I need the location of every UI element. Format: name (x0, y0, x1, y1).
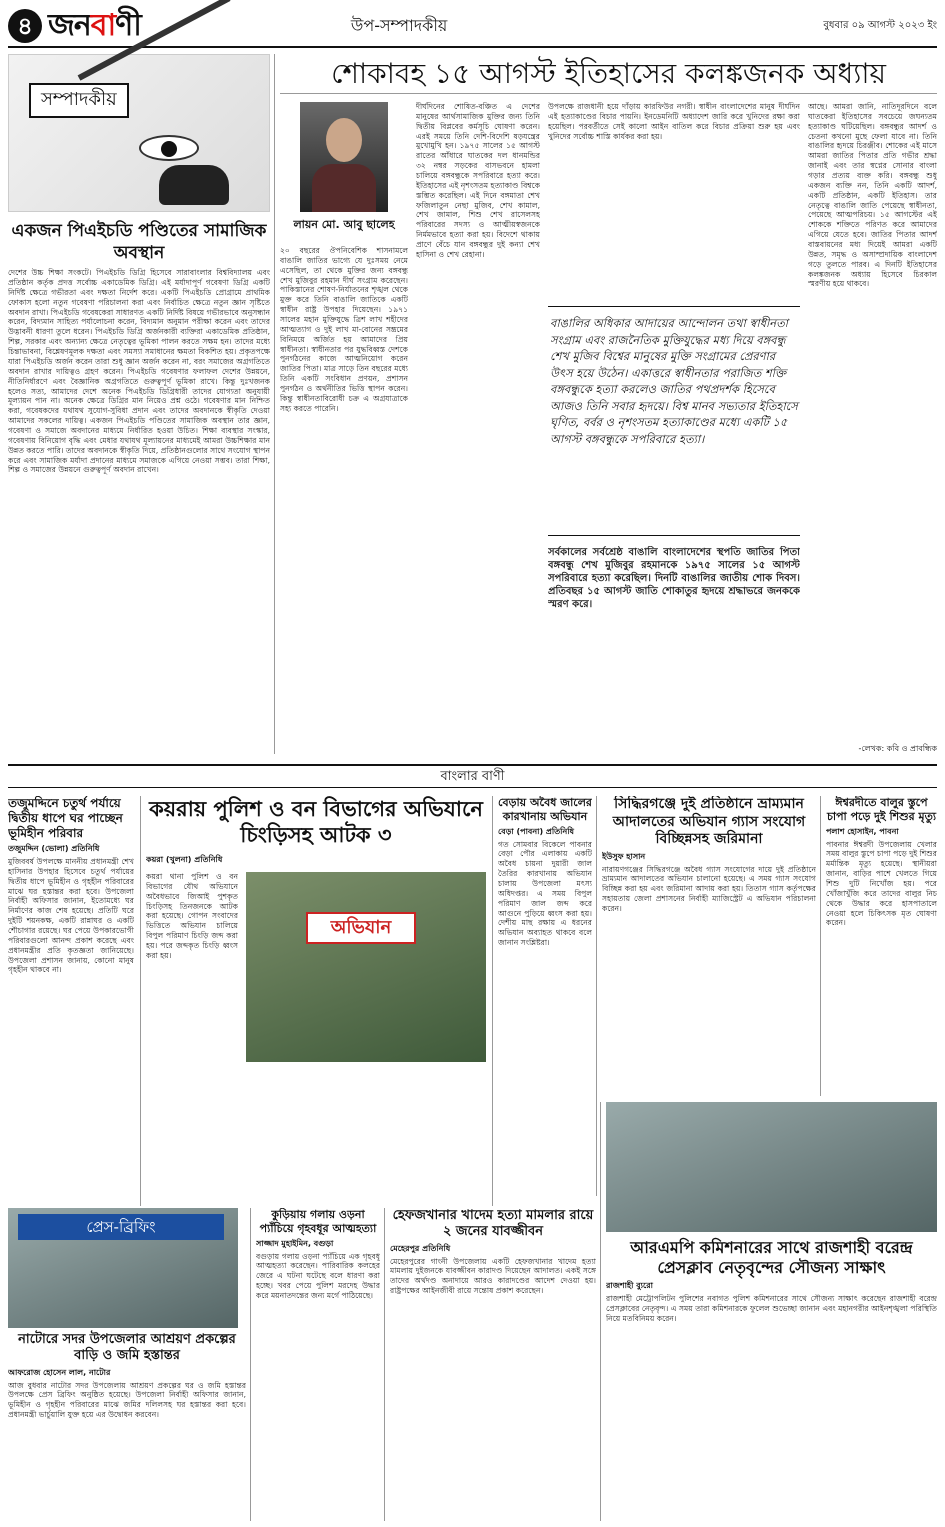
story-title: তজুমদ্দিনে চতুর্থ পর্যায়ে দ্বিতীয় ধাপে ঘর পাচ্ছেন ভূমিহীন পরিবার (8, 796, 123, 840)
feature-title: শোকাবহ ১৫ আগস্ট ইতিহাসের কলঙ্কজনক অধ্যায় (280, 54, 937, 94)
story-natore (8, 1208, 246, 1521)
abhijan-banner: অভিযান (306, 912, 416, 944)
story-title: কুড়িয়ায় গলায় ওড়না প্যাঁচিয়ে গৃহবধূর আত্মহত্যা (259, 1208, 377, 1235)
story-body: মেহেরপুরের গাংনী উপজেলায় একটি হেফজখানার খাদেম হত্যা মামলায় দুইজনকে যাবজ্জীবন কারাদণ্ড দিয়েছেন আদালত। একই সঙ্গে তাদের অর্থদণ্ড অনাদায়ে আরও কারাদণ্ডের আদেশ দেওয়া হয়। রাষ্ট্রপক্ষের আইনজীবী রায়ে সন্তোষ প্রকাশ করেছেন। (390, 1256, 596, 1296)
feature-article (280, 54, 937, 754)
story-tajumuddin (8, 796, 134, 1206)
editorial-illustration (8, 54, 270, 212)
story-body: বগুড়ায় গলায় ওড়না প্যাঁচিয়ে এক গৃহবধূ আত্মহত্যা করেছেন। পারিবারিক কলহের জেরে এ ঘটনা ঘটেছে বলে ধারণা করা হচ্ছে। খবর পেয়ে পুলিশ মরদেহ উদ্ধার করে ময়নাতদন্তের জন্য মর্গে পাঠিয়েছে। (256, 1251, 380, 1300)
story-body: নারায়ণগঞ্জের সিদ্ধিরগঞ্জে অবৈধ গ্যাস সংযোগের দায়ে দুই প্রতিষ্ঠানে ভ্রাম্যমান আদালতের অভিযান চালানো হয়েছে। এ সময় গ্যাস সংযোগ বিচ্ছিন্ন করা হয় এবং জরিমানা আদায় করা হয়। তিতাস গ্যাস কর্তৃপক্ষের সহায়তায় জেলা প্রশাসনের নির্বাহী ম্যাজিস্ট্রেট এ অভিযান পরিচালনা করেন। (602, 864, 816, 913)
editorial-column (8, 54, 270, 754)
author-box (280, 102, 408, 232)
story-body: মুজিববর্ষ উপলক্ষে মাননীয় প্রধানমন্ত্রী শেখ হাসিনার উপহার হিসেবে চতুর্থ পর্যায়ের দ্বিতীয় ধাপে ভূমিহীন ও গৃহহীন পরিবারের মাঝে ঘর হস্তান্তর করা হবে। উপজেলা নির্বাহী অফিসার জানান, ইতোমধ্যে ঘর নির্মাণের কাজ শেষ হয়েছে। প্রতিটি ঘরে দুইটি শয়নকক্ষ, একটি রান্নাঘর ও একটি শৌচাগার রয়েছে। ঘর পেয়ে উপকারভোগী পরিবারগুলো আনন্দ প্রকাশ করেছে এবং প্রধানমন্ত্রীর প্রতি কৃতজ্ঞতা জানিয়েছে। উপজেলা প্রশাসন জানায়, কোনো মানুষ গৃহহীন থাকবে না। (8, 857, 134, 975)
story-koyra (146, 796, 486, 1206)
feature-column-3: উপলক্ষে রাজধানী হয়ে দাঁড়ায় কারফিউর নগরী। স্বাধীন বাংলাদেশের মানুষ দীর্ঘদিন এই হত্যাকাণ্ডের বিচার পায়নি। ইনডেমনিটি অধ্যাদেশ জারি করে খুনিদের রক্ষা করা হয়েছিল। পরবর্তীতে সেই কালো আইন বাতিল করে বিচার প্রক্রিয়া শুরু হয় এবং খুনিদের সর্বোচ্চ শাস্তি কার্যকর করা হয়। (548, 102, 800, 141)
story-body: আজ বুধবার নাটোর সদর উপজেলায় আশ্রয়ণ প্রকল্পের ঘর ও জমি হস্তান্তর উপলক্ষে প্রেস ব্রিফিং অনুষ্ঠিত হয়েছে। উপজেলা নির্বাহী অফিসার জানান, ভূমিহীন ও গৃহহীন পরিবারের মাঝে জমির দলিলসহ ঘর হস্তান্তর করা হবে। প্রধানমন্ত্রী ভার্চুয়ালি যুক্ত হয়ে এর উদ্বোধন করবেন। (8, 1380, 246, 1420)
inkpot-icon (159, 165, 229, 205)
story-bogura (256, 1208, 380, 1521)
logo-text-2: বা (90, 8, 116, 44)
story-title: কয়রায় পুলিশ ও বন বিভাগের অভিযানে চিংড়িসহ আটক ৩ (149, 797, 483, 848)
author-photo (300, 102, 388, 212)
story-body: রাজশাহী মেট্রোপলিটন পুলিশের নবাগত পুলিশ কমিশনারের সাথে সৌজন্য সাক্ষাৎ করেছেন রাজশাহী বরেন্দ্র প্রেসক্লাবের নেতৃবৃন্দ। এ সময় তারা কমিশনারকে ফুলেল শুভেচ্ছা জানান এবং মহানগরীর আইনশৃঙ্খলা পরিস্থিতি নিয়ে মতবিনিময় করেন। (606, 1294, 937, 1323)
pull-quote-2: সর্বকালের সর্বশ্রেষ্ঠ বাঙালি বাংলাদেশের স্থপতি জাতির পিতা বঙ্গবন্ধু শেখ মুজিবুর রহমানকে ১৯৭৫ সালের ১৫ আগস্ট সপরিবারে হত্যা করেছিল। দিনটি বাঙালির জাতীয় শোক দিবস। প্রতিবছর ১৫ আগস্ট জাতি শোকাতুর হৃদয়ে শ্রদ্ধাভরে জনককে স্মরণ করে। (548, 547, 800, 610)
story-byline: আফরোজ হোসেন লাল, নাটোর (8, 1367, 111, 1377)
section-name: উপ-সম্পাদকীয় (350, 16, 448, 35)
story-body: গত সোমবার বিকেলে পাবনার বেড়া পৌর এলাকায় একটি অবৈধ চায়না দুয়ারী জাল তৈরির কারখানায় অভিযান চালায় উপজেলা মৎস্য অধিদপ্তর। এ সময় বিপুল পরিমাণ জাল জব্দ করে আগুনে পুড়িয়ে ধ্বংস করা হয়। দেশীয় মাছ রক্ষায় এ ধরনের অভিযান অব্যাহত থাকবে বলে জানান সংশ্লিষ্টরা। (498, 839, 592, 948)
story-title: সিদ্ধিরগঞ্জে দুই প্রতিষ্ঠানে ভ্রাম্যমান আদালতের অভিযান গ্যাস সংযোগ বিচ্ছিন্নসহ জরিমানা (612, 796, 806, 847)
story-byline: তজুমদ্দিন (ভোলা) প্রতিনিধি (8, 844, 100, 853)
story-photo (246, 872, 486, 1062)
story-bera (498, 796, 592, 1206)
story-rajshahi (606, 1102, 937, 1521)
feature-column-2: দীর্ঘদিনের শোষিত-বঞ্চিত এ দেশের মানুষের আর্থসামাজিক মুক্তির জন্য তিনি দ্বিতীয় বিপ্লবের কর্মসূচি ঘোষণা করেন। এরই সময়ে তিনি দেশি-বিদেশি ষড়যন্ত্রের মুখোমুখি হন। ১৯৭৫ সালের ১৫ আগস্ট রাতের আঁধারে ঘাতকের দল ধানমন্ডির ৩২ নম্বর সড়কের বাসভবনে হামলা চালিয়ে বঙ্গবন্ধুকে সপরিবারে হত্যা করে। ইতিহাসের এই নৃশংসতম হত্যাকাণ্ড বিশ্বকে স্তম্ভিত করেছিল। এই দিনে বঙ্গমাতা শেখ ফজিলাতুন নেছা মুজিব, শেখ কামাল, শেখ জামাল, শিশু শেখ রাসেলসহ পরিবারের সদস্য ও আত্মীয়স্বজনকে নির্মমভাবে হত্যা করা হয়। বিদেশে থাকায় প্রাণে বেঁচে যান বঙ্গবন্ধুর দুই কন্যা শেখ হাসিনা ও শেখ রেহানা। (416, 102, 540, 259)
editorial-label: সম্পাদকীয় (29, 83, 129, 118)
story-title: বেড়ায় অবৈধ জালের কারখানায় অভিযান (498, 796, 592, 823)
story-byline: রাজশাহী ব্যুরো (606, 1281, 653, 1290)
feature-byline: -লেখক: কবি ও প্রাবন্ধিক (858, 744, 937, 753)
newspaper-logo (48, 7, 141, 45)
story-byline: পলাশ হোসাইন, পাবনা (826, 826, 899, 836)
story-byline: সাজ্জাদ মুহাইমিন, বগুড়া (256, 1238, 334, 1248)
issue-date: বুধবার ০৯ আগস্ট ২০২৩ ইং (823, 19, 937, 31)
feature-column-1: ২০ বছরের ঔপনিবেশিক শাসনামলে বাঙালি জাতির ভাগ্যে যে দুঃসময় নেমে এসেছিল, তা থেকে মুক্তির জন্য বঙ্গবন্ধু শেখ মুজিবুর রহমান দীর্ঘ সংগ্রাম করেছেন। পাকিস্তানের শোষণ-নির্যাতনের শৃঙ্খল থেকে মুক্ত করে তিনি বাঙালি জাতিকে একটি স্বাধীন রাষ্ট্র উপহার দিয়েছেন। ১৯৭১ সালের মহান মুক্তিযুদ্ধে ত্রিশ লাখ শহীদের আত্মত্যাগ ও দুই লাখ মা-বোনের সম্ভ্রমের বিনিময়ে অর্জিত হয় আমাদের প্রিয় স্বাধীনতা। স্বাধীনতার পর যুদ্ধবিধ্বস্ত দেশকে পুনর্গঠনের কাজে আত্মনিয়োগ করেন জাতির পিতা। মাত্র সাড়ে তিন বছরের মধ্যে তিনি একটি সংবিধান প্রণয়ন, প্রশাসন পুনর্গঠন ও অর্থনীতির ভিত্তি স্থাপন করেন। কিন্তু স্বাধীনতাবিরোধী চক্র এ অগ্রযাত্রাকে সহ্য করতে পারেনি। (280, 246, 408, 413)
story-byline: বেড়া (পাবনা) প্রতিনিধি (498, 826, 575, 836)
eye-icon (139, 135, 199, 161)
story-body: কয়রা থানা পুলিশ ও বন বিভাগের যৌথ অভিযানে অবৈধভাবে জিআই পুশকৃত চিংড়িসহ তিনজনকে আটক করা হয়েছে। গোপন সংবাদের ভিত্তিতে অভিযান চালিয়ে বিপুল পরিমাণ চিংড়ি জব্দ করা হয়। পরে জব্দকৃত চিংড়ি ধ্বংস করা হয়। (146, 872, 238, 960)
story-title: নাটোরে সদর উপজেলার আশ্রয়ণ প্রকল্পের বাড়ি ও জমি হস্তান্তর (18, 1332, 236, 1364)
editorial-title: একজন পিএইচডি পণ্ডিতের সামাজিক অবস্থান (11, 221, 267, 264)
story-meherpur (390, 1208, 596, 1521)
story-byline: মেহেরপুর প্রতিনিধি (390, 1243, 451, 1253)
story-byline: ইউসুফ হাসান (602, 851, 646, 861)
press-briefing-banner: প্রেস-ব্রিফিং (18, 1214, 224, 1240)
story-title: হেফজখানার খাদেম হত্যা মামলার রায়ে ২ জনের যাবজ্জীবন (392, 1208, 594, 1240)
logo-text-1: জন (48, 8, 91, 44)
story-siddhirganj (602, 796, 816, 1096)
page-number: ৪ (8, 9, 42, 43)
pull-quote: বাঙালির অধিকার আদায়ের আন্দোলন তথা স্বাধীনতা সংগ্রাম এবং রাজনৈতিক মুক্তিযুদ্ধের মধ্য দিয়ে বঙ্গবন্ধু শেখ মুজিব বিশ্বের মানুষের মুক্তি সংগ্রামের প্রেরণার উৎস হয়ে উঠেন। একাত্তরে স্বাধীনতার পরাজিত শক্তি বঙ্গবন্ধুকে হত্যা করলেও জাতির পথপ্রদর্শক হিসেবে আজও তিনি সবার হৃদয়ে। বিশ্ব মানব সভ্যতার ইতিহাসে ঘৃণিত, বর্বর ও নৃশংসতম হত্যাকাণ্ডের মধ্যে একটি ১৫ আগস্ট বঙ্গবন্ধুকে সপরিবারে হত্যা। (548, 306, 800, 536)
story-title: আরএমপি কমিশনারের সাথে রাজশাহী বরেন্দ্র প্রেসক্লাব নেতৃবৃন্দের সৌজন্য সাক্ষাৎ (630, 1238, 913, 1277)
story-title: ঈশ্বরদীতে বালুর স্তুপে চাপা পড়ে দুই শিশুর মৃত্যু (826, 796, 937, 823)
top-section (8, 54, 937, 754)
rmp-meeting-photo (606, 1102, 937, 1232)
story-ishwardi (826, 796, 937, 1096)
feature-column-4: আছে। আমরা জানি, নাতিদূরদিনে বলে ঘাতকেরা ইতিহাসের সবচেয়ে জঘন্যতম হত্যাকাণ্ড ঘটিয়েছিল। বঙ্গবন্ধুর আদর্শ ও চেতনা কখনো মুছে ফেলা যাবে না। তিনি বাঙালির হৃদয়ে চিরঞ্জীব। শোকের এই মাসে আমরা জাতির পিতার প্রতি গভীর শ্রদ্ধা জানাই এবং তার স্বপ্নের সোনার বাংলা গড়ার প্রত্যয় ব্যক্ত করি। বঙ্গবন্ধু শুধু একজন ব্যক্তি নন, তিনি একটি আদর্শ, একটি প্রতিষ্ঠান, একটি ইতিহাস। তার নেতৃত্বে বাঙালি জাতি পেয়েছে স্বাধীনতা, পেয়েছে আত্মপরিচয়। ১৫ আগস্টের এই শোককে শক্তিতে পরিণত করে আমাদের এগিয়ে যেতে হবে। জাতির পিতার আদর্শ বাস্তবায়নের মধ্য দিয়েই আমরা একটি উন্নত, সমৃদ্ধ ও অসাম্প্রদায়িক বাংলাদেশ গড়ে তুলতে পারব। এ দিনটি ইতিহাসের কলঙ্কজনক অধ্যায় হিসেবে চিরকাল স্মরণীয় হয়ে থাকবে। (808, 102, 937, 289)
story-body: পাবনার ঈশ্বরদী উপজেলায় খেলার সময় বালুর স্তুপে চাপা পড়ে দুই শিশুর মর্মান্তিক মৃত্যু হয়েছে। স্থানীয়রা জানান, বাড়ির পাশে খেলতে গিয়ে শিশু দুটি নিখোঁজ হয়। পরে খোঁজাখুঁজি করে তাদের বালুর নিচ থেকে উদ্ধার করে হাসপাতালে নেওয়া হলে চিকিৎসক মৃত ঘোষণা করেন। (826, 839, 937, 928)
section-band: বাংলার বাণী (8, 764, 937, 788)
author-name: লায়ন মো. আবু ছালেহ (293, 218, 395, 231)
editorial-body: দেশের উচ্চ শিক্ষা সংকটে। পিএইচডি ডিগ্রি হিসেবে সারাবাংলার বিশ্ববিদ্যালয় এবং প্রতিষ্ঠান কর্তৃক প্রদত্ত সর্বোচ্চ একাডেমিক ডিগ্রি। এই মর্যাদাপূর্ণ গবেষণা ডিগ্রি একটি নির্দিষ্ট ক্ষেত্রে গভীরতা এবং দক্ষতা নির্দেশ করে। একটি পিএইচডি প্রোগ্রামে প্রাথমিক ফোকাস হলো নতুন গবেষণা পরিচালনা করা এবং নির্বাচিত ক্ষেত্রে নতুন জ্ঞান সৃষ্টিতে অবদান রাখা। পিএইচডি গবেষকেরা সাধারণত একটি নির্দিষ্ট বিষয়ে গভীরভাবে অনুসন্ধান করেন, বিদ্যমান সাহিত্য পর্যালোচনা করেন, বিদ্যমান অনুমান পরীক্ষা করেন এবং তাদের উদ্ভাবনী ধারণা তুলে ধরেন। পিএইচডি ডিগ্রি অর্জনকারী ব্যক্তিরা একাডেমিক প্রতিষ্ঠান, শিল্প, সরকার এবং অন্যান্য ক্ষেত্রে নেতৃত্বের ভূমিকা পালন করতে সক্ষম হন। তাদের মধ্যে চিন্তাভাবনা, বিশ্লেষণমূলক দক্ষতা এবং সমস্যা সমাধানের ক্ষমতা বিকশিত হয়। প্রকৃতপক্ষে যারা পিএইচডি অর্জন করেন তারা শুধু জ্ঞান অর্জন করেন না, বরং সমাজের অগ্রগতিতে অবদান রাখার দায়িত্বও গ্রহণ করেন। পিএইচডি গবেষণার ফলাফল দেশের উন্নয়নে, নীতিনির্ধারণে এবং বৈজ্ঞানিক অগ্রগতিতে গুরুত্বপূর্ণ ভূমিকা রাখে। কিন্তু দুঃখজনক হলেও সত্য, আমাদের দেশে অনেক পিএইচডি ডিগ্রিধারী তাদের যোগ্যতা অনুযায়ী মূল্যায়ন পান না। অনেক ক্ষেত্রে ডিগ্রির মান নিয়েও প্রশ্ন ওঠে। গবেষণার মান নিশ্চিত করা, গবেষকদের যথাযথ সুযোগ-সুবিধা প্রদান এবং তাদের অবদানকে স্বীকৃতি দেওয়া আমাদের সকলের দায়িত্ব। একজন পিএইচডি পণ্ডিতের সামাজিক অবস্থান তার জ্ঞান, গবেষণা ও সমাজে অবদানের মাধ্যমে নির্ধারিত হওয়া উচিত। শিক্ষা ব্যবস্থার সংস্কার, গবেষণায় বিনিয়োগ বৃদ্ধি এবং মেধার যথাযথ মূল্যায়নের মাধ্যমেই আমরা উচ্চশিক্ষার মান উন্নত করতে পারি। তাদের অবদানকে স্বীকৃতি দিয়ে, প্রতিষ্ঠানগুলোর সাথে সংযোগ স্থাপন করে এবং সামাজিক মর্যাদা প্রদানের মাধ্যমে সমাজকে এগিয়ে নেওয়া সম্ভব। তারা শিক্ষা, শিল্প ও সমাজের উন্নয়নে গুরুত্বপূর্ণ অবদান রাখেন। (8, 268, 270, 475)
story-byline: কয়রা (খুলনা) প্রতিনিধি (146, 855, 223, 864)
logo-text-3: ণী (115, 8, 141, 44)
press-briefing-photo (8, 1208, 238, 1328)
news-grid (8, 796, 937, 1521)
